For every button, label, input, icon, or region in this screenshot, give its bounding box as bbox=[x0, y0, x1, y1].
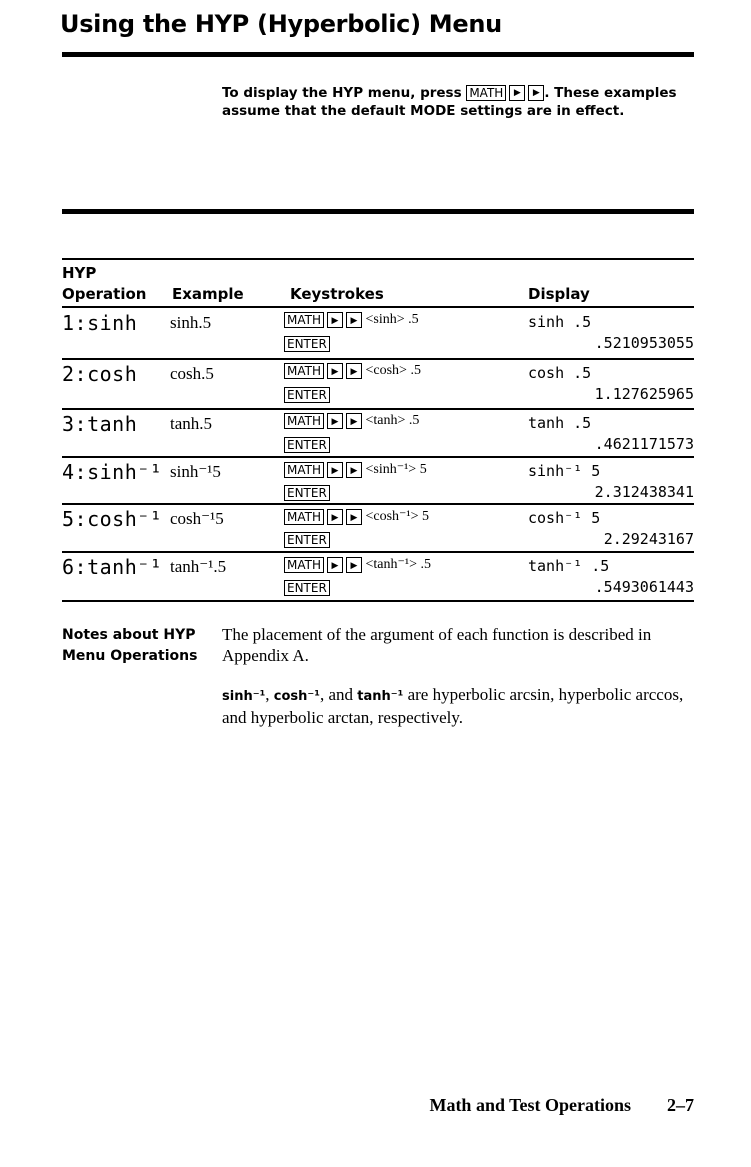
example-cell: tanh⁻¹.5 bbox=[170, 557, 227, 576]
table-row bbox=[62, 460, 694, 508]
math-key: MATH bbox=[466, 85, 506, 101]
math-key: MATH bbox=[284, 312, 324, 328]
intro-text-before: To display the HYP menu, press bbox=[222, 85, 462, 101]
col-operation-header-line1: HYP bbox=[62, 264, 97, 282]
display-expression: cosh⁻¹ 5 bbox=[528, 509, 601, 527]
display-expression: sinh⁻¹ 5 bbox=[528, 462, 601, 480]
notes-paragraph-1: The placement of the argument of each function is described in Appendix A. bbox=[222, 625, 652, 665]
math-key: MATH bbox=[284, 413, 324, 429]
example-cell: cosh⁻¹5 bbox=[170, 509, 224, 528]
top-rule bbox=[62, 52, 694, 57]
operation-cell: 6:tanh⁻¹ bbox=[62, 555, 163, 579]
right-arrow-key-icon: ▶ bbox=[509, 85, 525, 101]
inverse-tanh-term: tanh⁻¹ bbox=[357, 689, 404, 704]
header-rule bbox=[62, 306, 694, 308]
right-arrow-key-icon: ▶ bbox=[346, 413, 362, 429]
notes-label-line2: Menu Operations bbox=[62, 648, 198, 664]
keystrokes-cell bbox=[284, 363, 421, 379]
display-result: 2.29243167 bbox=[603, 530, 694, 548]
footer-section-title: Math and Test Operations bbox=[429, 1095, 631, 1115]
example-cell: cosh.5 bbox=[170, 364, 214, 383]
right-arrow-key-icon: ▶ bbox=[327, 312, 343, 328]
table-top-rule bbox=[62, 258, 694, 260]
display-result: .5493061443 bbox=[594, 578, 694, 596]
display-expression: sinh .5 bbox=[528, 313, 592, 331]
example-cell: sinh⁻¹5 bbox=[170, 462, 221, 481]
keystrokes-cell bbox=[284, 508, 429, 525]
menu-item-text: <sinh> .5 bbox=[365, 312, 419, 328]
math-key: MATH bbox=[284, 557, 324, 573]
enter-key: ENTER bbox=[284, 336, 330, 352]
right-arrow-key-icon: ▶ bbox=[327, 509, 343, 525]
math-key: MATH bbox=[284, 509, 324, 525]
and-text: , and bbox=[319, 685, 353, 704]
enter-key: ENTER bbox=[284, 532, 330, 548]
inverse-sinh-term: sinh⁻¹ bbox=[222, 689, 266, 704]
table-row bbox=[62, 362, 694, 410]
intro-paragraph bbox=[222, 84, 682, 120]
section-rule bbox=[62, 209, 694, 214]
row-rule bbox=[62, 408, 694, 410]
enter-key: ENTER bbox=[284, 485, 330, 501]
right-arrow-key-icon: ▶ bbox=[346, 312, 362, 328]
enter-key: ENTER bbox=[284, 580, 330, 596]
operation-cell: 5:cosh⁻¹ bbox=[62, 507, 163, 531]
col-example-header: Example bbox=[172, 285, 244, 303]
menu-item-text: <sinh⁻¹> 5 bbox=[365, 462, 427, 477]
display-result: .4621171573 bbox=[594, 435, 694, 453]
menu-item-text: <cosh⁻¹> 5 bbox=[365, 509, 430, 524]
display-expression: tanh⁻¹ .5 bbox=[528, 557, 610, 575]
keystrokes-cell bbox=[284, 312, 419, 328]
col-operation-header: Operation bbox=[62, 285, 147, 303]
notes-paragraph-2: sinh⁻¹, cosh⁻¹, and tanh⁻¹ are hyperbolic arcsin, hyperbolic arccos, and hyperbolic arctan, respectively. bbox=[222, 685, 684, 727]
keystrokes-cell bbox=[284, 461, 427, 478]
operation-cell: 2:cosh bbox=[62, 362, 138, 386]
menu-item-text: <cosh> .5 bbox=[365, 363, 421, 379]
page-footer bbox=[429, 1095, 694, 1116]
display-expression: tanh .5 bbox=[528, 414, 592, 432]
notes-paragraph-2-rest: are hyperbolic arcsin, hyperbolic arccos, and hyperbolic arctan, respectively. bbox=[222, 685, 684, 727]
enter-key: ENTER bbox=[284, 437, 330, 453]
operation-cell: 1:sinh bbox=[62, 311, 138, 335]
col-keystrokes-header: Keystrokes bbox=[290, 285, 384, 303]
notes-label-line1: Notes about HYP bbox=[62, 627, 196, 643]
math-key: MATH bbox=[284, 462, 324, 478]
operation-cell: 4:sinh⁻¹ bbox=[62, 460, 163, 484]
right-arrow-key-icon: ▶ bbox=[346, 363, 362, 379]
right-arrow-key-icon: ▶ bbox=[346, 462, 362, 478]
right-arrow-key-icon: ▶ bbox=[327, 413, 343, 429]
right-arrow-key-icon: ▶ bbox=[327, 557, 343, 573]
page-title: Using the HYP (Hyperbolic) Menu bbox=[60, 10, 502, 38]
enter-key: ENTER bbox=[284, 387, 330, 403]
right-arrow-key-icon: ▶ bbox=[528, 85, 544, 101]
table-row bbox=[62, 412, 694, 460]
row-rule bbox=[62, 503, 694, 505]
math-key: MATH bbox=[284, 363, 324, 379]
table-bottom-rule bbox=[62, 600, 694, 602]
display-result: .5210953055 bbox=[594, 334, 694, 352]
display-expression: cosh .5 bbox=[528, 364, 592, 382]
intro-text-after: . These examples assume that the default MODE settings are in effect. bbox=[222, 85, 677, 119]
menu-item-text: <tanh> .5 bbox=[365, 413, 420, 429]
right-arrow-key-icon: ▶ bbox=[327, 363, 343, 379]
right-arrow-key-icon: ▶ bbox=[346, 557, 362, 573]
display-result: 1.127625965 bbox=[594, 385, 694, 403]
table-row bbox=[62, 311, 694, 359]
operation-cell: 3:tanh bbox=[62, 412, 138, 436]
display-result: 2.312438341 bbox=[594, 483, 694, 501]
notes-label bbox=[62, 625, 197, 667]
row-rule bbox=[62, 551, 694, 553]
keystrokes-cell bbox=[284, 413, 419, 429]
example-cell: tanh.5 bbox=[170, 414, 213, 433]
right-arrow-key-icon: ▶ bbox=[346, 509, 362, 525]
right-arrow-key-icon: ▶ bbox=[327, 462, 343, 478]
table-row bbox=[62, 507, 694, 555]
menu-item-text: <tanh⁻¹> .5 bbox=[365, 557, 431, 572]
keystrokes-cell bbox=[284, 556, 431, 573]
row-rule bbox=[62, 456, 694, 458]
inverse-cosh-term: cosh⁻¹ bbox=[273, 689, 320, 704]
table-row bbox=[62, 555, 694, 603]
row-rule bbox=[62, 358, 694, 360]
col-display-header: Display bbox=[528, 285, 590, 303]
example-cell: sinh.5 bbox=[170, 313, 212, 332]
page-number: 2–7 bbox=[667, 1095, 694, 1115]
